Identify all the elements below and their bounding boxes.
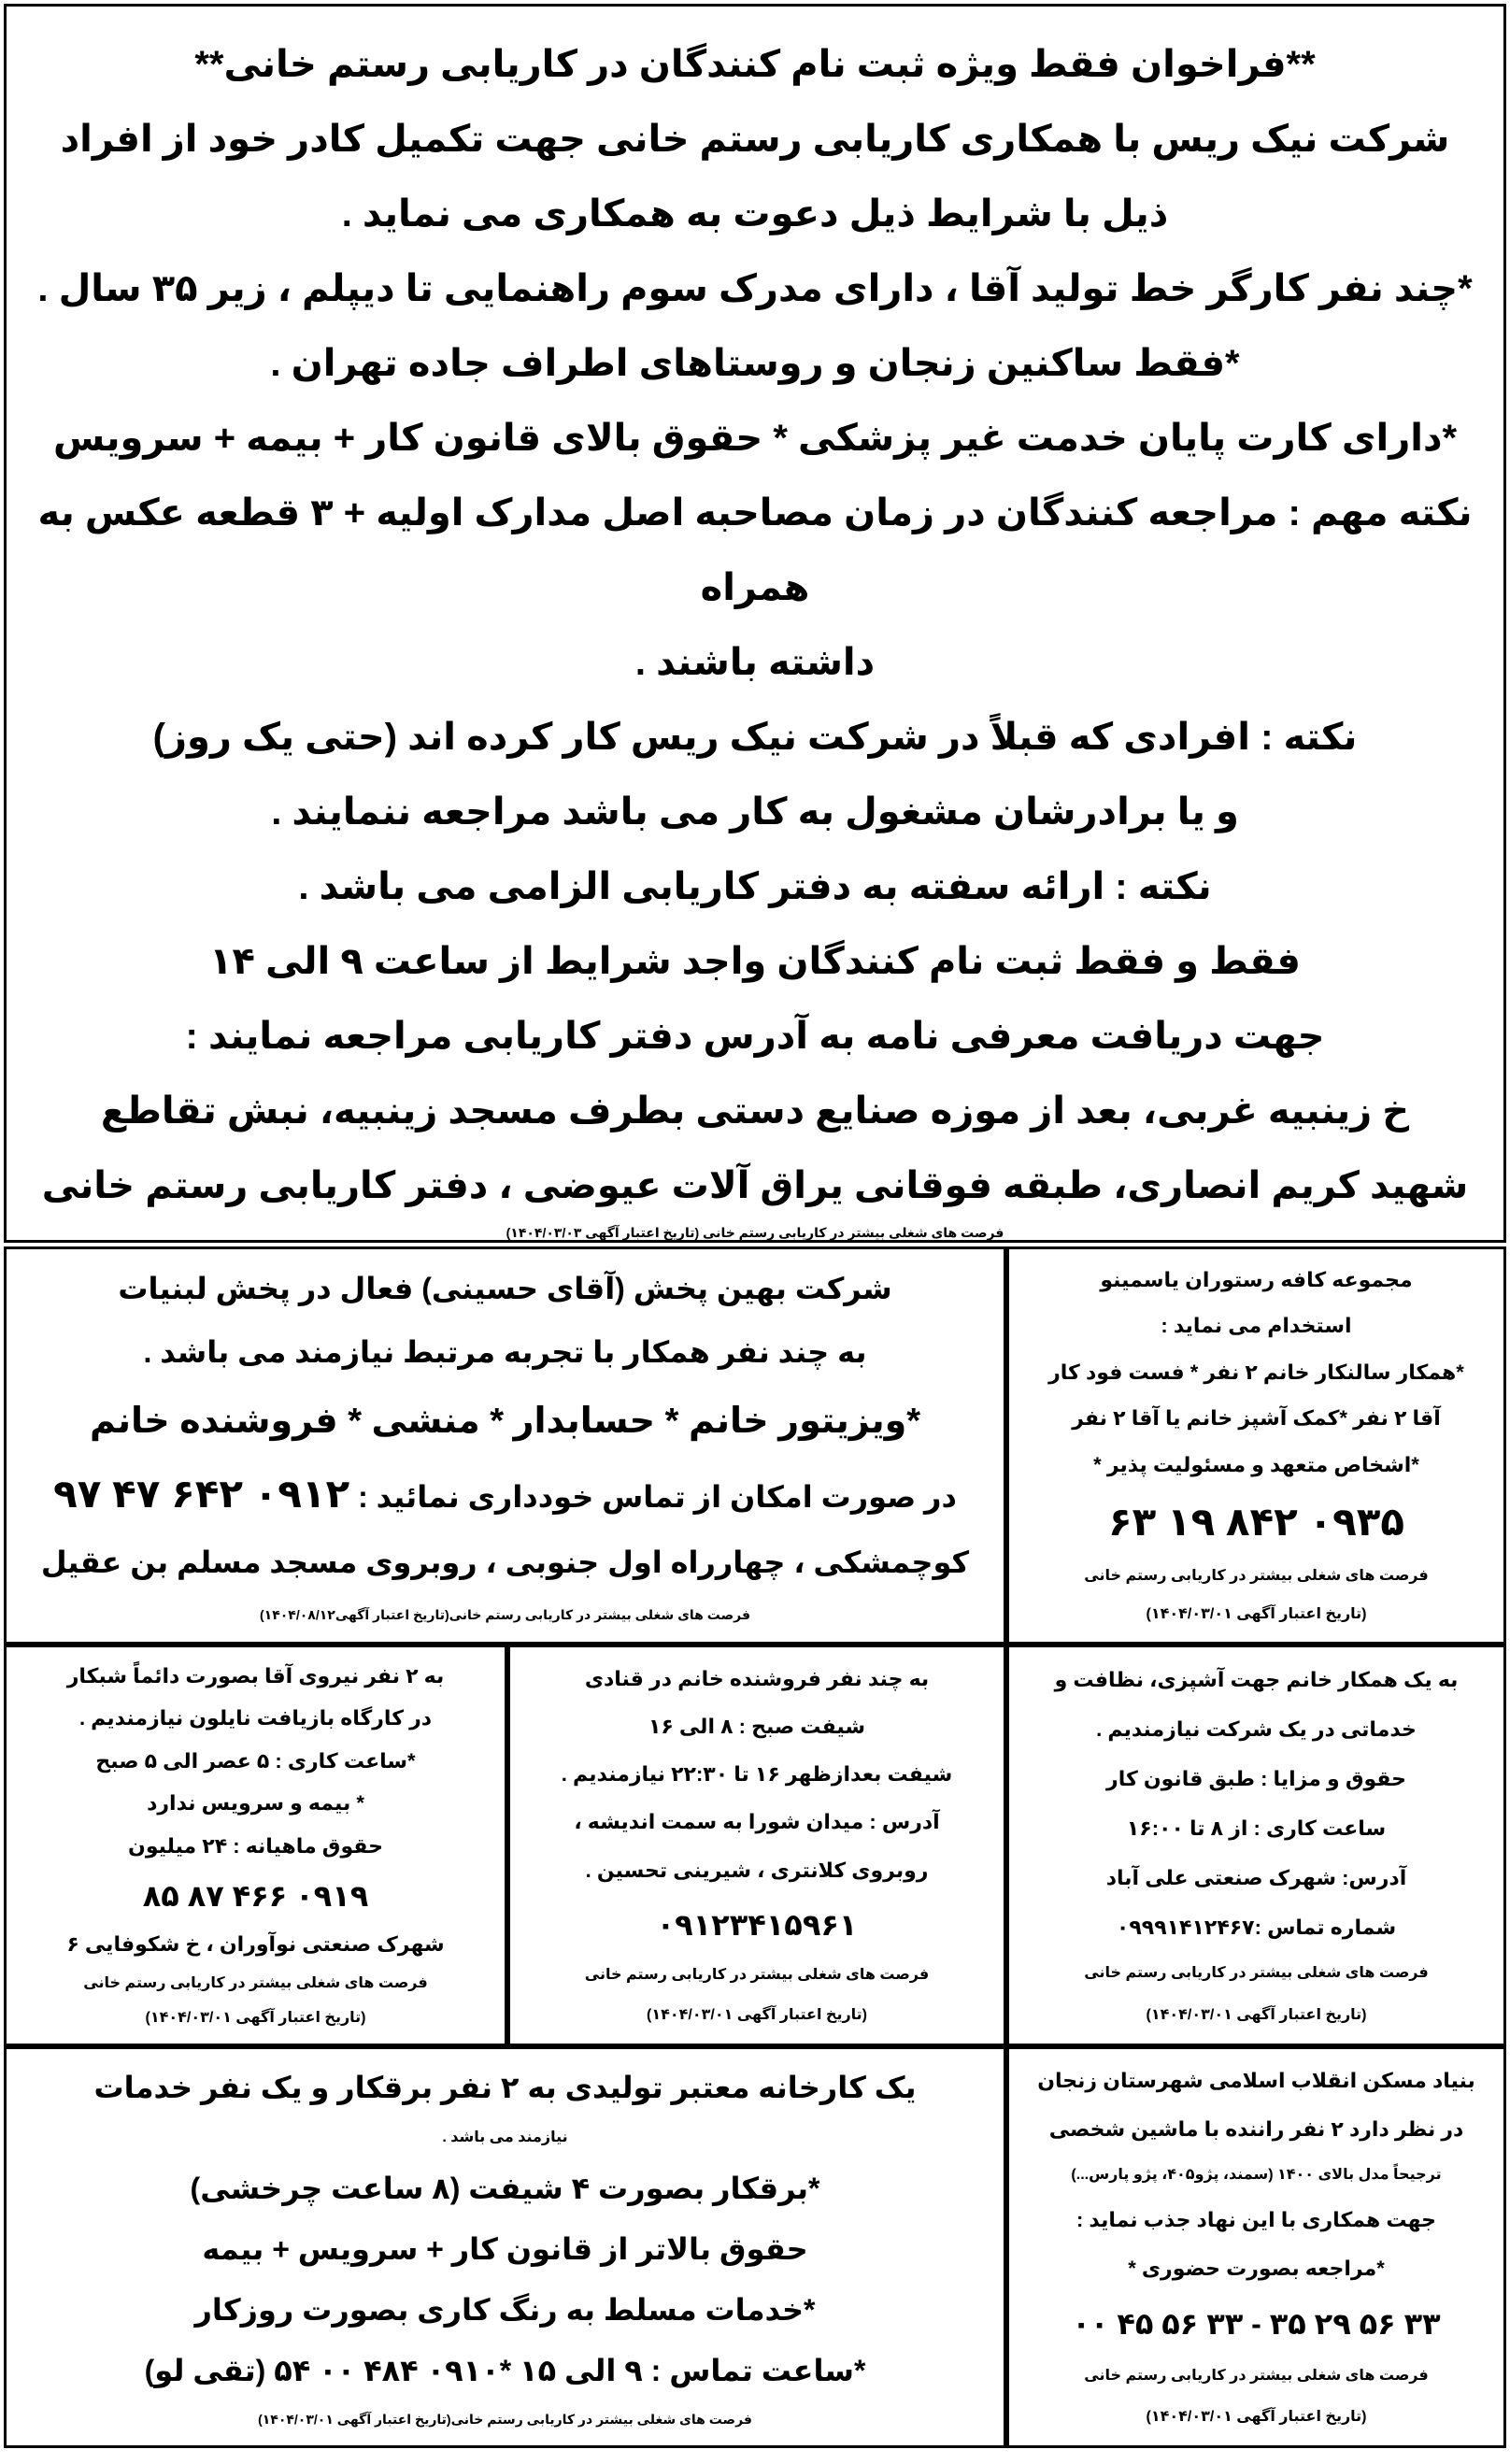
ad-footer-date: (تاریخ اعتبار آگهی ۱۴۰۴/۰۳/۰۱) — [647, 2007, 868, 2024]
ad-contact — [53, 1468, 957, 1520]
ad-line: آدرس: شهرک صنعتی علی آباد — [1105, 1865, 1407, 1889]
ad-line: ترجیحاً مدل بالای ۱۴۰۰ (سمند، پژو۴۰۵، پژو پارس...) — [1071, 2166, 1442, 2183]
ad-line: و یا برادرشان مشغول به کار می باشد مراجعه ننمایند . — [271, 791, 1239, 833]
phone-number: ۰۹۱۲۳۴۱۵۹۶۱ — [656, 1907, 858, 1942]
ad-line: *همکار سالنکار خانم ۲ نفر * فست فود کار — [1048, 1360, 1464, 1384]
phone-number: شماره تماس :۰۹۹۹۱۴۱۲۴۶۷ — [1116, 1915, 1397, 1939]
ad-footer-date: (تاریخ اعتبار آگهی ۱۴۰۴/۰۳/۰۱) — [1146, 2006, 1367, 2023]
phone-number: ۰۹۳۵ ۸۴۲ ۱۹ ۶۳ — [1107, 1500, 1405, 1545]
ad-kitchen-staff — [1006, 1645, 1506, 2046]
ad-footer: فرصت های شغلی بیشتر در کاریابی رستم خانی — [1084, 1964, 1429, 1981]
ad-factory — [4, 2046, 1006, 2448]
ad-line: نکته مهم : مراجعه کنندگان در زمان مصاحبه اصل مدارک اولیه + ۳ قطعه عکس به همراه — [37, 492, 1473, 608]
ad-line: جهت همکاری با این نهاد جذب نماید : — [1076, 2207, 1437, 2231]
ad-line: آدرس : میدان شورا به سمت اندیشه ، — [574, 1810, 940, 1834]
ad-line: شرکت نیک ریس با همکاری کاریابی رستم خانی جهت تکمیل کادر خود از افراد — [60, 119, 1450, 160]
ad-line: *چند نفر کارگر خط تولید آقا ، دارای مدرک سوم راهنمایی تا دیپلم ، زیر ۳۵ سال . — [37, 268, 1473, 309]
phone-number: ۰۹۱۹ ۴۶۶ ۸۷ ۸۵ — [142, 1878, 369, 1913]
ad-line: داشته باشند . — [634, 642, 876, 683]
ad-line: فقط و فقط ثبت نام کنندگان واجد شرایط از ساعت ۹ الی ۱۴ — [209, 941, 1301, 982]
ad-line: ذیل با شرایط ذیل دعوت به همکاری می نماید . — [341, 193, 1169, 235]
ad-line: نکته : افرادی که قبلاً در شرکت نیک ریس کار کرده اند (حتی یک روز) — [152, 717, 1358, 758]
ad-nylon-recycling — [4, 1645, 507, 2046]
ad-line: به چند نفر فروشنده خانم در قنادی — [584, 1666, 930, 1690]
ad-footer: فرصت های شغلی بیشتر در کاریابی رستم خانی — [1084, 1567, 1429, 1584]
ad-line: *ساعت کاری : ۵ عصر الی ۵ صبح — [95, 1748, 416, 1773]
ad-footer: فرصت های شغلی بیشتر در کاریابی رستم خانی — [584, 1967, 930, 1984]
ad-line: جهت دریافت معرفی نامه به آدرس دفتر کاریابی مراجعه نمایند : — [185, 1016, 1325, 1057]
ad-footer: فرصت های شغلی بیشتر در کاریابی رستم خانی (تاریخ اعتبار آگهی ۱۴۰۴/۰۳/۰۳) — [506, 1225, 1004, 1240]
ad-line: *مراجعه بصورت حضوری * — [1128, 2257, 1385, 2281]
ad-address: شهرک صنعتی نوآوران ، خ شکوفایی ۶ — [66, 1932, 445, 1957]
ad-line: خ زینبیه غربی، بعد از موزه صنایع دستی بطرف مسجد زینبیه، نبش تقاطع — [100, 1090, 1410, 1132]
ad-footer: فرصت های شغلی بیشتر در کاریابی رستم خانی — [1084, 2367, 1429, 2384]
ad-line: بنیاد مسکن انقلاب اسلامی شهرستان زنجان — [1037, 2069, 1475, 2093]
ad-confectionery — [507, 1645, 1006, 2046]
ad-contact: *ساعت تماس : ۹ الی ۱۵ *۰۹۱۰ ۴۸۴ ۰۰ ۵۴ (تقی لو) — [144, 2354, 866, 2388]
ad-line: در کارگاه بازیافت نایلون نیازمندیم . — [78, 1706, 433, 1730]
ad-line: حقوق و مزایا : طبق قانون کار — [1106, 1766, 1406, 1790]
ad-line: *خدمات مسلط به رنگ کاری بصورت روزکار — [194, 2293, 816, 2328]
ad-line: خدماتی در یک شرکت نیازمندیم . — [1096, 1716, 1417, 1741]
ad-line: *اشخاص متعهد و مسئولیت پذیر * — [1093, 1452, 1419, 1476]
ad-line: نکته : ارائه سفته به دفتر کاریابی الزامی می باشد . — [298, 866, 1212, 907]
ad-positions: *ویزیتور خانم * حسابدار * منشی * فروشنده خانم — [89, 1401, 921, 1441]
ad-line: به چند نفر همکار با تجربه مرتبط نیازمند می باشد . — [143, 1335, 867, 1370]
ad-line: آقا ۲ نفر *کمک آشپز خانم یا آقا ۲ نفر — [1072, 1406, 1441, 1431]
ad-line: روبروی کلانتری ، شیرینی تحسین . — [585, 1858, 929, 1882]
ad-line: در نظر دارد ۲ نفر راننده با ماشین شخصی — [1048, 2117, 1464, 2142]
ad-line: استخدام می نماید : — [1161, 1314, 1352, 1338]
ad-line: شرکت بهین پخش (آقای حسینی) فعال در پخش لبنیات — [118, 1272, 892, 1306]
ad-line: * بیمه و سرویس ندارد — [147, 1791, 364, 1816]
ad-line: شیفت بعدازظهر ۱۶ تا ۲۲:۳۰ نیازمندیم . — [561, 1762, 953, 1787]
ad-line: شیفت صبح : ۸ الی ۱۶ — [648, 1714, 866, 1738]
ad-line: حقوق ماهیانه : ۲۴ میلیون — [128, 1833, 383, 1858]
ad-line: یک کارخانه معتبر تولیدی به ۲ نفر برقکار و یک نفر خدمات — [93, 2070, 917, 2104]
ad-line: به ۲ نفر نیروی آقا بصورت دائماً شبکار — [66, 1663, 445, 1688]
ad-line: *برقکار بصورت ۴ شیفت (۸ ساعت چرخشی) — [190, 2171, 820, 2205]
ad-title: **فراخوان فقط ویژه ثبت نام کنندگان در کاریابی رستم خانی** — [194, 44, 1316, 85]
phone-number: ۳۳ ۵۶ ۲۹ ۳۵ - ۳۳ ۵۶ ۴۵ ۰۰ — [1072, 2307, 1441, 2342]
ad-line: *فقط ساکنین زنجان و روستاهای اطراف جاده تهران . — [270, 343, 1240, 384]
contact-label: در صورت امکان از تماس خودداری نمائید : — [358, 1480, 957, 1515]
ad-line: شهید کریم انصاری، طبقه فوقانی یراق آلات عیوضی ، دفتر کاریابی رستم خانی — [41, 1165, 1469, 1206]
ad-behin-pakhsh — [4, 1246, 1006, 1645]
ad-maskan — [1006, 2046, 1506, 2448]
ad-footer-date: (تاریخ اعتبار آگهی ۱۴۰۴/۰۳/۰۱) — [1146, 2408, 1367, 2425]
ad-line: نیازمند می باشد . — [442, 2129, 568, 2145]
ad-line: ساعت کاری : از ۸ تا ۱۶:۰۰ — [1126, 1816, 1387, 1840]
ad-footer-date: (تاریخ اعتبار آگهی ۱۴۰۴/۰۳/۰۱) — [1146, 1606, 1367, 1623]
ad-footer-date: (تاریخ اعتبار آگهی ۱۴۰۴/۰۳/۰۱) — [145, 2010, 366, 2027]
main-ad-nik-ris — [4, 4, 1506, 1243]
ad-footer: فرصت های شغلی بیشتر در کاریابی رستم خانی — [83, 1974, 428, 1991]
ad-line: *دارای کارت پایان خدمت غیر پزشکی * حقوق بالای قانون کار + بیمه + سرویس — [52, 418, 1458, 459]
ad-yasmino — [1006, 1246, 1506, 1645]
ad-line: به یک همکار خانم جهت آشپزی، نظافت و — [1054, 1667, 1459, 1691]
ad-line: حقوق بالاتر از قانون کار + سرویس + بیمه — [202, 2231, 808, 2266]
ad-address: کوچمشکی ، چهارراه اول جنوبی ، روبروی مسجد مسلم بن عقیل — [40, 1545, 970, 1580]
ad-footer: فرصت های شغلی بیشتر در کاریابی رستم خانی(تاریخ اعتبار آگهی۱۴۰۴/۰۸/۱۲) — [260, 1606, 750, 1622]
phone-number: ۰۹۱۲ ۶۴۲ ۴۷ ۹۷ — [53, 1472, 350, 1517]
ad-line: مجموعه کافه رستوران یاسمینو — [1100, 1267, 1413, 1291]
ad-footer: فرصت های شغلی بیشتر در کاریابی رستم خانی(تاریخ اعتبار آگهی ۱۴۰۴/۰۳/۰۱) — [258, 2412, 752, 2428]
